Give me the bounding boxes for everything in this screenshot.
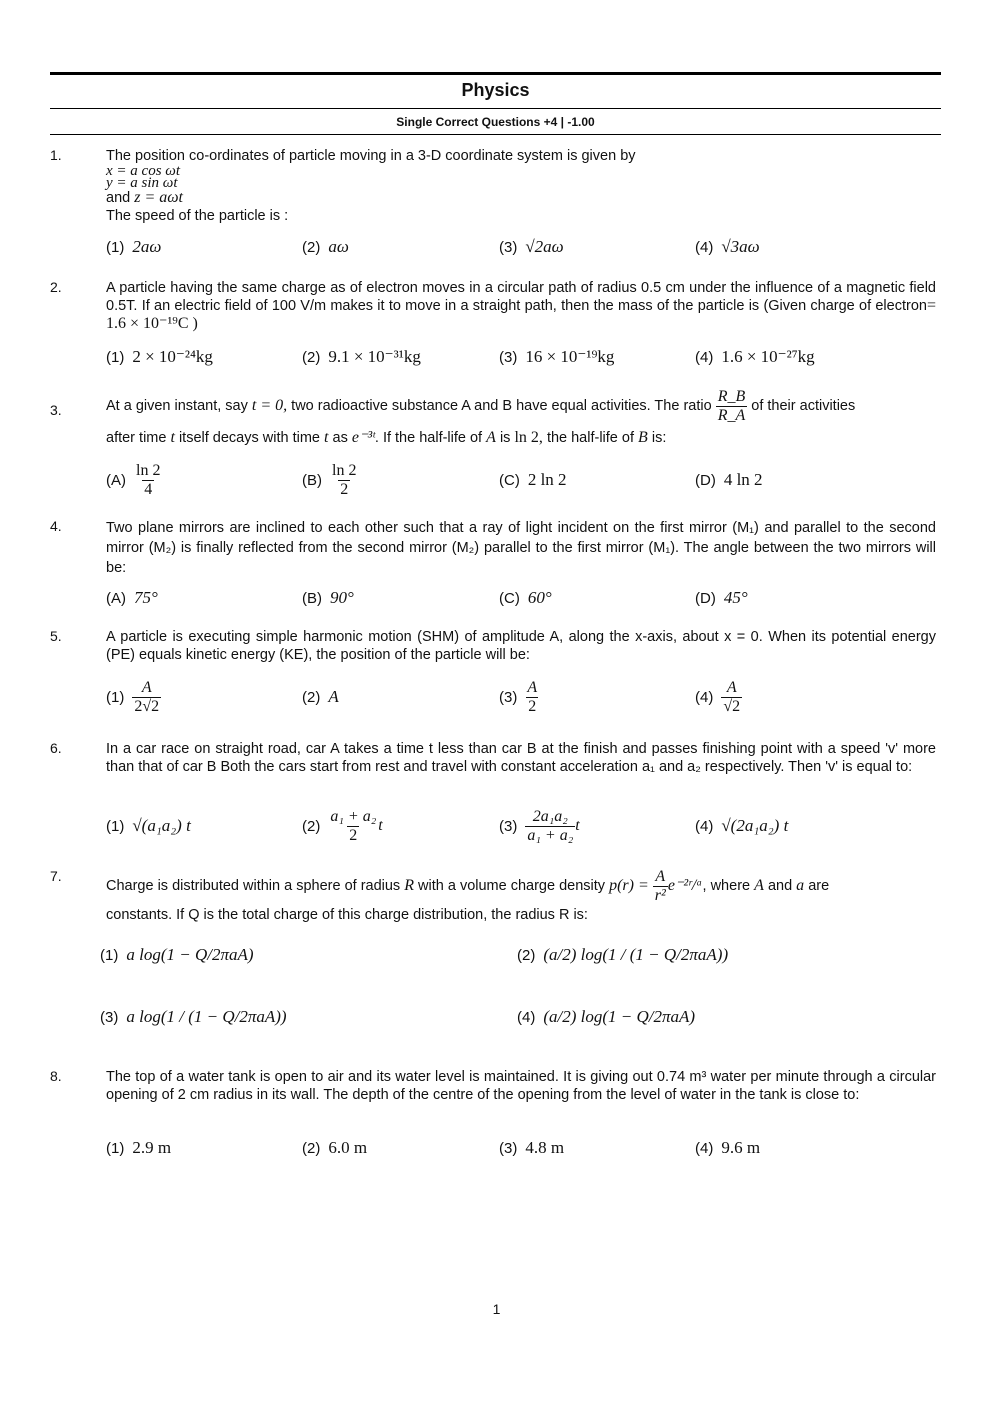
options-row-2 <box>100 992 930 1042</box>
header-bottom-rule <box>50 134 941 135</box>
question-text: A particle having the same charge as of electron moves in a circular path of radius 0.5 cm under the influence of a magnetic field 0.5T. If an electric field of 100 V/m makes it to move in a straight path, then the mass of the particle is (Given charge of electron= 1.6 × 10⁻¹⁹C ) <box>106 280 936 332</box>
section-title: Single Correct Questions +4 | -1.00 <box>396 115 595 129</box>
question-number: 6. <box>50 740 62 756</box>
option-1[interactable]: (1) 2.9 m <box>106 1138 172 1157</box>
option-1[interactable]: (1) a log(1 − Q/2πaA) <box>100 945 254 964</box>
question-text: At a given instant, say t = 0, two radioactive substance A and B have equal activities. The ratio $\frac{R\_B}{R\_A}$ of their activities after time t itself decays with time t as e⁻³ᵗ. If the half-life of A is ln 2, the half-life of B is: <box>106 387 856 446</box>
question-text: Charge is distributed within a sphere of radius R with a volume charge density p(r) = $\frac{A}{\text{r²}}$ e⁻²ʳ/ᵃ , where A and a are constants. If Q is the total charge of this charge distribution, the radius R is: <box>106 867 830 923</box>
question-text: In a car race on straight road, car A takes a time t less than car B at the finish and passes finishing point with a speed 'v' more than that of car B Both the cars start from rest and travel with constant acceleration a₁ and a₂ respectively. Then 'v' is equal to: <box>106 741 936 775</box>
option-c[interactable]: (C) 60° <box>499 588 552 607</box>
options <box>106 804 936 848</box>
header-mid-rule <box>50 108 941 109</box>
question-1 <box>50 147 941 267</box>
options-row-1 <box>100 930 930 980</box>
option-4[interactable]: (4) √(2a₁a₂) t <box>695 816 789 835</box>
question-intro: The position co-ordinates of particle moving in a 3-D coordinate system is given by <box>106 148 636 164</box>
option-2[interactable]: (2) $\frac{\text{a₁ + a₂}}{2}$ t <box>302 807 383 844</box>
question-number: 7. <box>50 868 62 884</box>
page-title: Physics <box>461 80 530 100</box>
option-3[interactable]: (3) 4.8 m <box>499 1138 565 1157</box>
equation-y: y = a sin ωt <box>106 175 178 191</box>
equation-x: x = a cos ωt <box>106 163 181 179</box>
activity-ratio: $\frac{R\_B}{R\_A}$ <box>717 387 746 424</box>
question-6 <box>50 740 941 855</box>
question-4 <box>50 518 941 618</box>
option-3[interactable]: (3) $\frac{A}{2}$ <box>499 678 538 715</box>
options <box>106 458 936 502</box>
option-b[interactable]: (B) 90° <box>302 588 354 607</box>
and-label: and <box>106 190 131 206</box>
question-7 <box>50 868 941 1058</box>
option-4[interactable]: (4) (a/2) log(1 − Q/2πaA) <box>517 1007 696 1026</box>
option-3[interactable]: (3) $\frac{\text{2a₁a₂}}{\text{a₁ + a₂}}$ t <box>499 807 580 844</box>
option-2[interactable]: (2) 9.1 × 10⁻³¹kg <box>302 347 421 366</box>
question-text: Two plane mirrors are inclined to each other such that a ray of light incident on the first mirror (M₁) and parallel to the second mirror (M₂) is finally reflected from the second mirror (M₂) parallel to the first mirror (M₁). The angle between the two mirrors will be: <box>106 520 936 576</box>
equation-z: z = aωt <box>134 189 183 206</box>
page-number: 1 <box>492 1301 501 1317</box>
option-2[interactable]: (2) A <box>302 687 339 706</box>
options <box>106 576 936 620</box>
option-1[interactable]: (1) √(a₁a₂) t <box>106 816 191 835</box>
option-d[interactable]: (D) 4 ln 2 <box>695 470 763 489</box>
header-top-rule <box>50 72 941 75</box>
options <box>106 225 936 269</box>
option-2[interactable]: (2) aω <box>302 237 349 256</box>
question-prompt: The speed of the particle is : <box>106 208 289 224</box>
question-number: 1. <box>50 147 62 163</box>
density-fraction: $\frac{A}{\text{r²}}$ <box>654 867 666 904</box>
option-3[interactable]: (3) 16 × 10⁻¹⁹kg <box>499 347 615 366</box>
question-8 <box>50 1068 941 1168</box>
question-number: 5. <box>50 628 62 644</box>
option-4[interactable]: (4) 9.6 m <box>695 1138 761 1157</box>
options <box>106 674 936 720</box>
option-a[interactable]: (A) $\frac{\ln 2}{4}$ <box>106 461 161 498</box>
option-2[interactable]: (2) (a/2) log(1 / (1 − Q/2πaA)) <box>517 945 729 964</box>
option-c[interactable]: (C) 2 ln 2 <box>499 470 567 489</box>
question-number: 4. <box>50 518 62 534</box>
options <box>106 335 936 379</box>
option-3[interactable]: (3) √2aω <box>499 237 564 256</box>
question-text: The top of a water tank is open to air and its water level is maintained. It is giving out 0.74 m³ water per minute through a circular opening of 2 cm radius in its wall. The depth of the centre of the opening from the level of water in the tank is close to: <box>106 1069 936 1103</box>
question-text: A particle is executing simple harmonic motion (SHM) of amplitude A, along the x-axis, about x = 0. When its potential energy (PE) equals kinetic energy (KE), the position of the particle will be: <box>106 629 936 663</box>
option-2[interactable]: (2) 6.0 m <box>302 1138 368 1157</box>
options <box>106 1126 936 1170</box>
option-3[interactable]: (3) a log(1 / (1 − Q/2πaA)) <box>100 1007 287 1026</box>
question-3 <box>50 388 941 503</box>
question-text <box>106 147 936 225</box>
option-1[interactable]: (1) 2aω <box>106 237 162 256</box>
option-4[interactable]: (4) 1.6 × 10⁻²⁷kg <box>695 347 815 366</box>
option-1[interactable]: (1) $\frac{A}{2√2}$ <box>106 678 160 715</box>
option-4[interactable]: (4) √3aω <box>695 237 760 256</box>
question-number: 2. <box>50 279 62 295</box>
option-a[interactable]: (A) 75° <box>106 588 158 607</box>
option-b[interactable]: (B) $\frac{\ln 2}{2}$ <box>302 461 357 498</box>
question-2 <box>50 279 941 379</box>
question-number: 8. <box>50 1068 62 1084</box>
option-d[interactable]: (D) 45° <box>695 588 748 607</box>
option-1[interactable]: (1) 2 × 10⁻²⁴kg <box>106 347 213 366</box>
question-5 <box>50 628 941 728</box>
option-4[interactable]: (4) $\frac{A}{√2}$ <box>695 678 741 715</box>
question-number: 3. <box>50 402 62 418</box>
